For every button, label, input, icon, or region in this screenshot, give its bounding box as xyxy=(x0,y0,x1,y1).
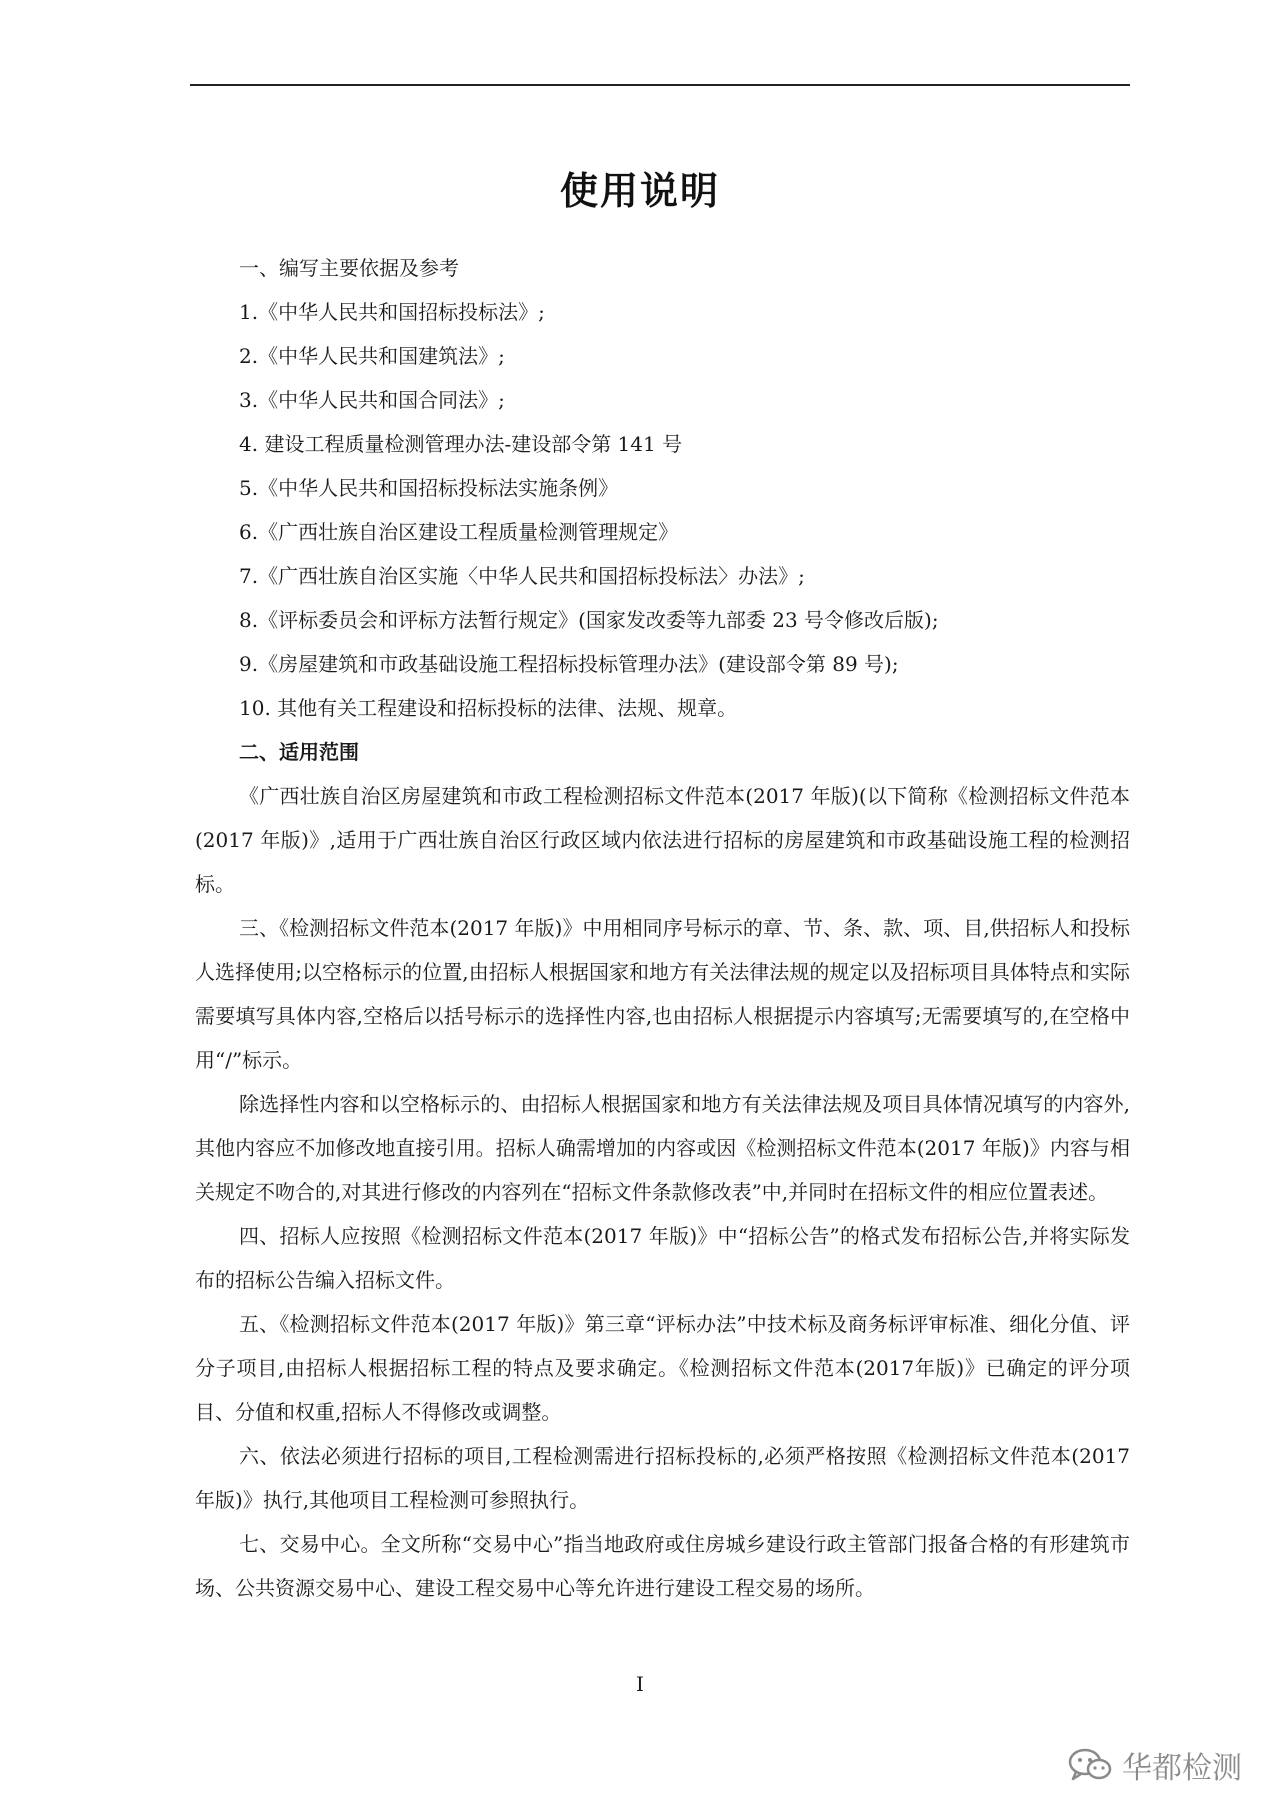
paragraph: 七、交易中心。全文所称“交易中心”指当地政府或住房城乡建设行政主管部门报备合格的有形建筑市场、公共资源交易中心、建设工程交易中心等允许进行建设工程交易的场所。 xyxy=(195,1532,1130,1600)
page-title: 使用说明 xyxy=(559,169,720,213)
reference-item: 7.《广西壮族自治区实施〈中华人民共和国招标投标法〉办法》; xyxy=(239,564,805,588)
wechat-icon xyxy=(1068,1747,1112,1783)
paragraph: 三、《检测招标文件范本(2017 年版)》中用相同序号标示的章、节、条、款、项、目,供招标人和投标人选择使用;以空格标示的位置,由招标人根据国家和地方有关法律法规的规定以及招标项目具体特点和实际需要填写具体内容,空格后以括号标示的选择性内容,也由招标人根据提示内容填写;无需要填写的,在空格中用“/”标示。 xyxy=(195,916,1130,1072)
reference-item: 8.《评标委员会和评标方法暂行规定》(国家发改委等九部委 23 号令修改后版); xyxy=(239,608,939,632)
section-heading: 一、编写主要依据及参考 xyxy=(239,256,459,280)
reference-item: 9.《房屋建筑和市政基础设施工程招标投标管理办法》(建设部令第 89 号); xyxy=(239,652,899,676)
paragraph: 五、《检测招标文件范本(2017 年版)》第三章“评标办法”中技术标及商务标评审标准、细化分值、评分子项目,由招标人根据招标工程的特点及要求确定。《检测招标文件范本(2017年版)》已确定的评分项目、分值和权重,招标人不得修改或调整。 xyxy=(195,1312,1130,1424)
reference-item: 10. 其他有关工程建设和招标投标的法律、法规、规章。 xyxy=(239,696,738,720)
reference-item: 1.《中华人民共和国招标投标法》; xyxy=(239,300,545,324)
reference-item: 2.《中华人民共和国建筑法》; xyxy=(239,344,505,368)
reference-item: 6.《广西壮族自治区建设工程质量检测管理规定》 xyxy=(239,520,679,544)
header-rule xyxy=(190,84,1130,86)
watermark-text: 华都检测 xyxy=(1122,1751,1242,1786)
watermark xyxy=(1068,1740,1242,1790)
document-body xyxy=(195,246,1130,1610)
paragraph: 四、招标人应按照《检测招标文件范本(2017 年版)》中“招标公告”的格式发布招标公告,并将实际发布的招标公告编入招标文件。 xyxy=(195,1224,1130,1292)
reference-item: 5.《中华人民共和国招标投标法实施条例》 xyxy=(239,476,619,500)
paragraph: 六、依法必须进行招标的项目,工程检测需进行招标投标的,必须严格按照《检测招标文件范本(2017 年版)》执行,其他项目工程检测可参照执行。 xyxy=(195,1444,1130,1512)
page-number: I xyxy=(636,1672,644,1696)
reference-item: 3.《中华人民共和国合同法》; xyxy=(239,388,505,412)
paragraph: 《广西壮族自治区房屋建筑和市政工程检测招标文件范本(2017 年版)(以下简称《检测招标文件范本(2017 年版)》,适用于广西壮族自治区行政区域内依法进行招标的房屋建筑和市政基础设施工程的检测招标。 xyxy=(195,784,1130,896)
section-heading: 二、适用范围 xyxy=(239,740,359,764)
reference-item: 4. 建设工程质量检测管理办法-建设部令第 141 号 xyxy=(239,432,683,456)
paragraph: 除选择性内容和以空格标示的、由招标人根据国家和地方有关法律法规及项目具体情况填写的内容外,其他内容应不加修改地直接引用。招标人确需增加的内容或因《检测招标文件范本(2017 年版)》内容与相关规定不吻合的,对其进行修改的内容列在“招标文件条款修改表”中,并同时在招标文件的相应位置表述。 xyxy=(195,1092,1130,1204)
